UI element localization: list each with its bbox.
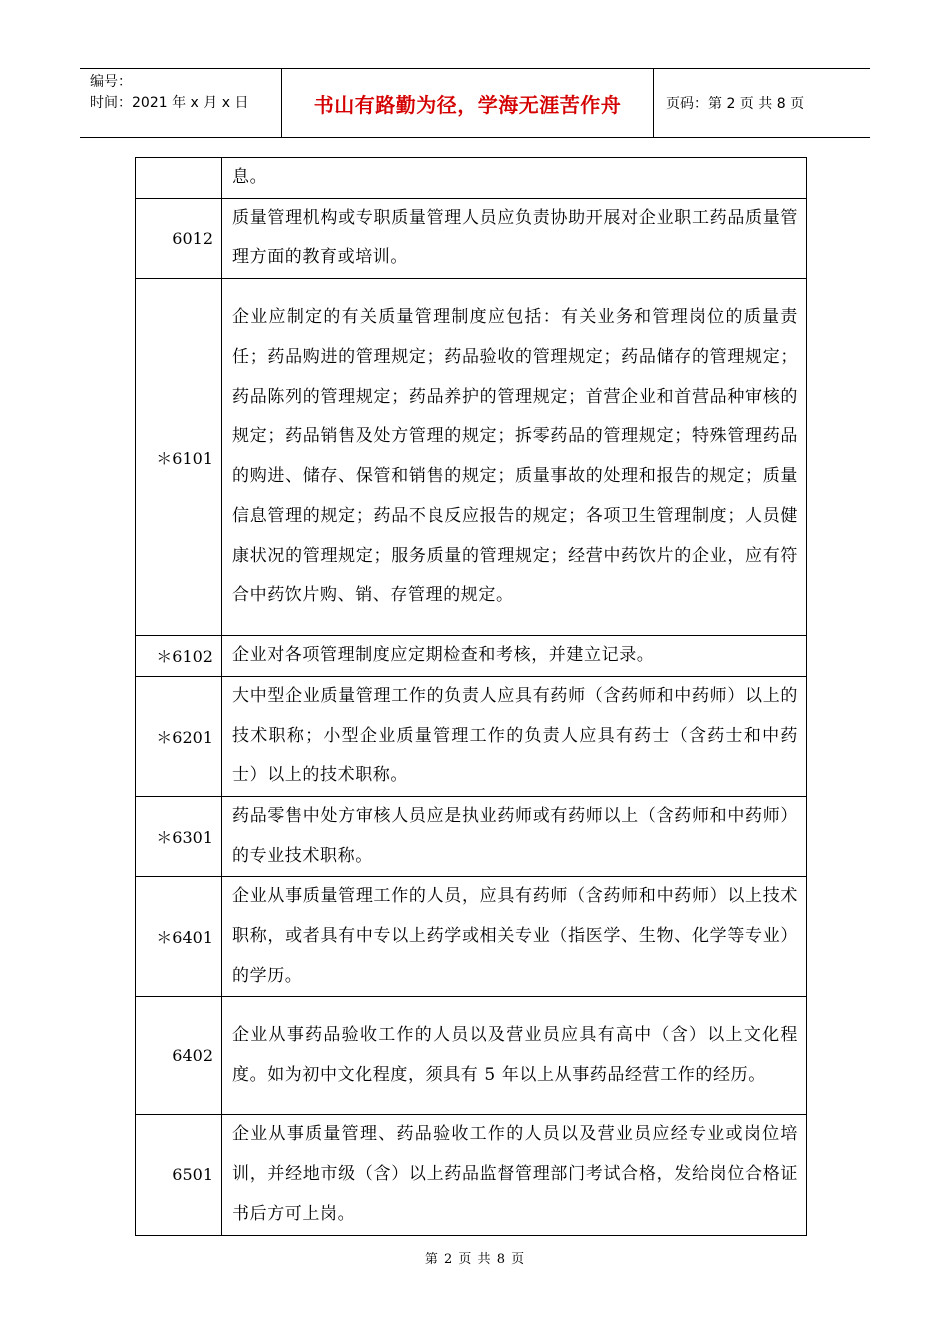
table-row: [136, 636, 807, 677]
item-code: 6501: [136, 1115, 222, 1235]
item-requirement-text: 息。: [222, 158, 807, 199]
regulation-table-body: [136, 158, 807, 1236]
item-requirement-text: 企业从事质量管理工作的人员，应具有药师（含药师和中药师）以上技术职称，或者具有中专以上药学或相关专业（指医学、生物、化学等专业）的学历。: [222, 877, 807, 997]
table-row: [136, 198, 807, 278]
item-code: ＊6301: [136, 796, 222, 876]
item-requirement-text: 质量管理机构或专职质量管理人员应负责协助开展对企业职工药品质量管理方面的教育或培训。: [222, 198, 807, 278]
document-number-label: 编号：: [90, 74, 132, 90]
item-requirement-text: 企业从事药品验收工作的人员以及营业员应具有高中（含）以上文化程度。如为初中文化程度，须具有 5 年以上从事药品经营工作的经历。: [222, 997, 807, 1115]
item-requirement-text: 药品零售中处方审核人员应是执业药师或有药师以上（含药师和中药师）的专业技术职称。: [222, 796, 807, 876]
header-info-cell: [80, 69, 282, 137]
regulation-table: [135, 157, 807, 1236]
item-requirement-text: 企业应制定的有关质量管理制度应包括：有关业务和管理岗位的质量责任；药品购进的管理规定；药品验收的管理规定；药品储存的管理规定；药品陈列的管理规定；药品养护的管理规定；首营企业和首营品种审核的规定；药品销售及处方管理的规定；拆零药品的管理规定；特殊管理药品的购进、储存、保管和销售的规定；质量事故的处理和报告的规定；质量信息管理的规定；药品不良反应报告的规定；各项卫生管理制度；人员健康状况的管理规定；服务质量的管理规定；经营中药饮片的企业，应有符合中药饮片购、销、存管理的规定。: [222, 279, 807, 636]
header-page-info: 页码：第 2 页 共 8 页: [666, 96, 805, 112]
table-row: [136, 796, 807, 876]
item-code: 6402: [136, 997, 222, 1115]
header-motto: 书山有路勤为径，学海无涯苦作舟: [282, 69, 654, 137]
item-code: ＊6201: [136, 676, 222, 796]
page-header: [80, 68, 870, 138]
table-row: [136, 279, 807, 636]
item-requirement-text: 企业从事质量管理、药品验收工作的人员以及营业员应经专业或岗位培训，并经地市级（含）以上药品监督管理部门考试合格，发给岗位合格证书后方可上岗。: [222, 1115, 807, 1235]
table-row: [136, 877, 807, 997]
page-footer: 第 2 页 共 8 页: [424, 1252, 526, 1267]
item-code: ＊6102: [136, 636, 222, 677]
item-requirement-text: 大中型企业质量管理工作的负责人应具有药师（含药师和中药师）以上的技术职称；小型企业质量管理工作的负责人应具有药士（含药士和中药士）以上的技术职称。: [222, 676, 807, 796]
table-row: [136, 676, 807, 796]
item-requirement-text: 企业对各项管理制度应定期检查和考核，并建立记录。: [222, 636, 807, 677]
table-row: [136, 1115, 807, 1235]
table-row: [136, 158, 807, 199]
document-time: 时间：2021 年 x 月 x 日: [90, 95, 249, 111]
table-row: [136, 997, 807, 1115]
item-code: 6012: [136, 198, 222, 278]
item-code: [136, 158, 222, 199]
item-code: ＊6401: [136, 877, 222, 997]
item-code: ＊6101: [136, 279, 222, 636]
